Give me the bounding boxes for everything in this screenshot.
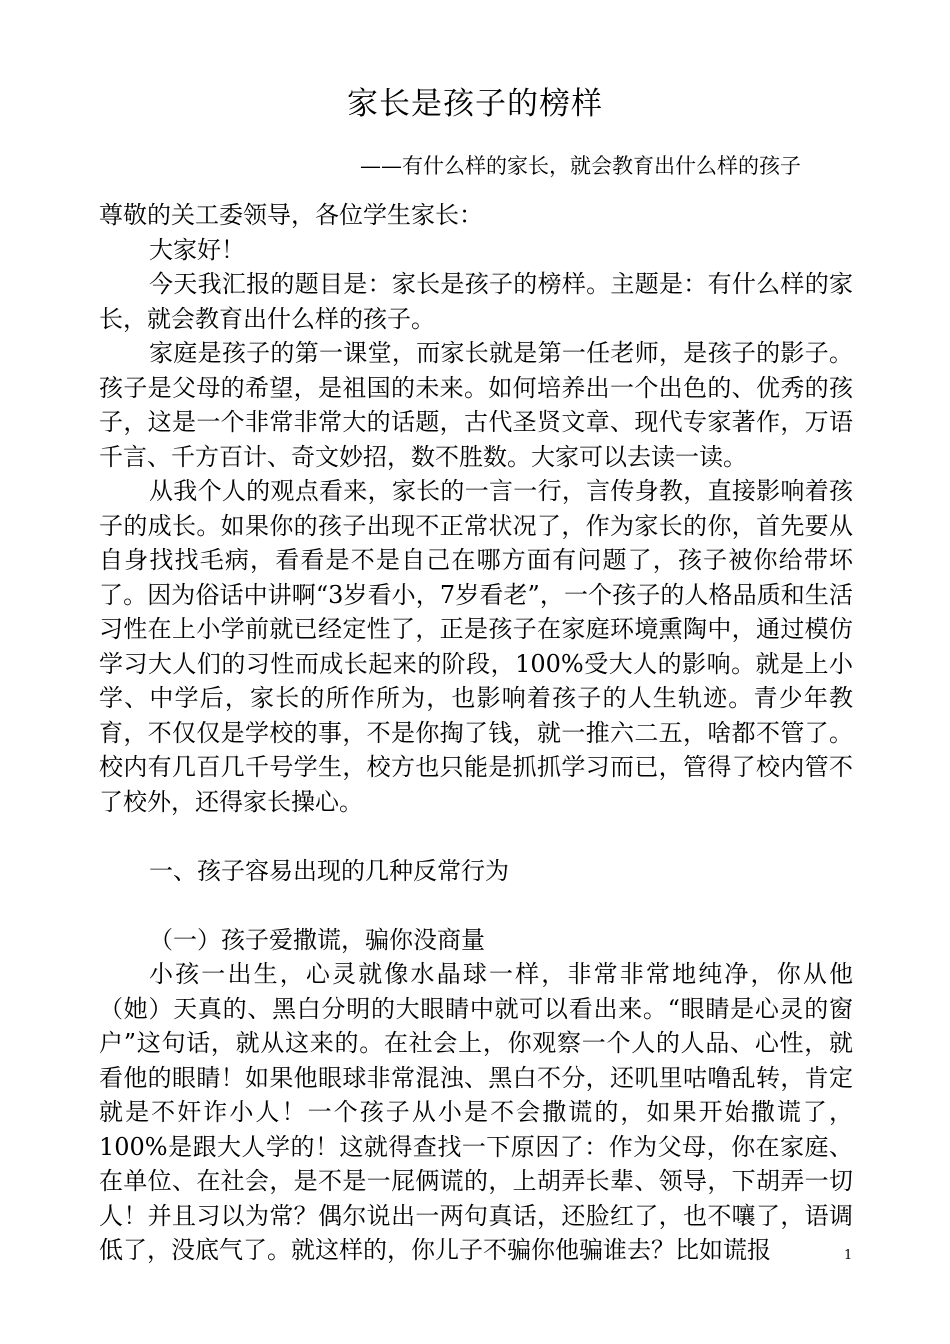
section-heading: 一、孩子容易出现的几种反常行为 [149,856,509,885]
document-body [99,198,853,1268]
page-number: 1 [844,1248,853,1263]
document-title: 家长是孩子的榜样 [347,86,603,122]
paragraph-first-classroom: 家庭是孩子的第一课堂，而家长就是第一任老师，是孩子的影子。孩子是父母的希望，是祖国的未来。如何培养出一个出色的、优秀的孩子，这是一个非常非常大的话题，古代圣贤文章、现代专家著作，万语千言、千方百计、奇文妙招，数不胜数。大家可以去读一读。 [99,339,853,471]
salutation: 尊敬的关工委领导，各位学生家长： [99,201,483,229]
greeting: 大家好！ [149,235,245,264]
spacer [99,888,853,923]
paragraph-topic: 今天我汇报的题目是：家长是孩子的榜样。主题是：有什么样的家长，就会教育出什么样的孩子。 [99,270,853,333]
spacer [99,819,853,854]
subsection-heading: （一）孩子爱撒谎，骗你没商量 [149,925,485,954]
document-subtitle: ——有什么样的家长，就会教育出什么样的孩子 [360,154,801,178]
paragraph-lying: 小孩一出生，心灵就像水晶球一样，非常非常地纯净，你从他（她）天真的、黑白分明的大眼睛中就可以看出来。“眼睛是心灵的窗户”这句话，就从这来的。在社会上，你观察一个人的人品、心性，就看他的眼睛！如果他眼球非常混浊、黑白不分，还叽里咕噜乱转，肯定就是不奸诈小人！一个孩子从小是不会撒谎的，如果开始撒谎了，100%是跟大人学的！这就得查找一下原因了：作为父母，你在家庭、在单位、在社会，是不是一屁俩谎的，上胡弄长辈、领导，下胡弄一切人！并且习以为常？偶尔说出一两句真话，还脸红了，也不嚷了，语调低了，没底气了。就这样的，你儿子不骗你他骗谁去？比如谎报 [99,960,853,1264]
paragraph-personal-view: 从我个人的观点看来，家长的一言一行，言传身教，直接影响着孩子的成长。如果你的孩子出现不正常状况了，作为家长的你，首先要从自身找找毛病，看看是不是自己在哪方面有问题了，孩子被你给带坏了。因为俗话中讲啊“3岁看小，7岁看老”，一个孩子的人格品质和生活习性在上小学前就已经定性了，正是孩子在家庭环境熏陶中，通过模仿学习大人们的习性而成长起来的阶段，100%受大人的影响。就是上小学、中学后，家长的所作所为，也影响着孩子的人生轨迹。青少年教育，不仅仅是学校的事，不是你掏了钱，就一推六二五，啥都不管了。校内有几百几千号学生，校方也只能是抓抓学习而已，管得了校内管不了校外，还得家长操心。 [99,477,853,816]
